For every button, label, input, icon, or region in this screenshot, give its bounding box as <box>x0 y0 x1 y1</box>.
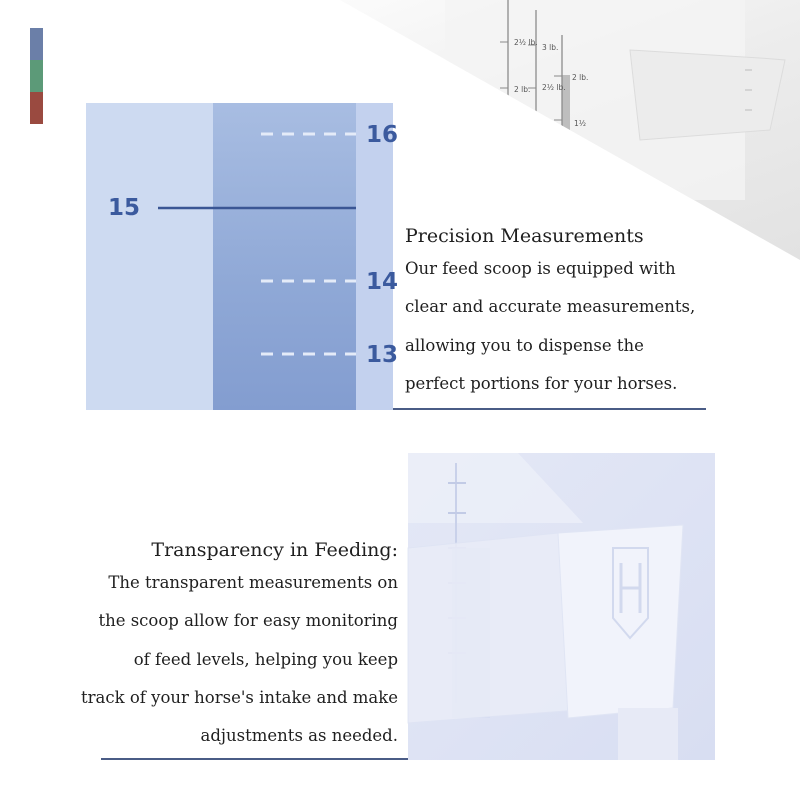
swatch-green <box>30 60 43 92</box>
section-body-line: clear and accurate measurements, <box>405 297 696 317</box>
measurement-scale <box>86 103 399 410</box>
scale-number: 16 <box>366 122 399 148</box>
scale-label: 1½ <box>574 119 587 128</box>
scale-label: 2½ lb. <box>514 38 538 47</box>
divider-line <box>393 408 706 410</box>
section-heading: Transparency in Feeding: <box>151 539 398 561</box>
section-heading: Precision Measurements <box>405 225 644 247</box>
scale-label: 2 lb. <box>514 85 531 94</box>
section-body-line: The transparent measurements on <box>108 573 398 592</box>
measurement-closeup-photo <box>86 103 399 410</box>
precision-section <box>405 222 705 403</box>
section-body-line: of feed levels, helping you keep <box>133 649 398 669</box>
transparent-scoop-photo <box>408 453 715 760</box>
scoop-scale-illustration <box>340 0 800 260</box>
divider-line <box>101 758 408 760</box>
scale-number: 15 <box>108 195 141 221</box>
swatch-blue <box>30 28 43 60</box>
section-body-line: adjustments as needed. <box>200 726 398 746</box>
section-body-line: track of your horse's intake and make <box>81 687 398 707</box>
section-body-line: Our feed scoop is equipped with <box>405 259 676 278</box>
scale-number: 13 <box>366 342 399 368</box>
scale-label: 2½ lb. <box>542 83 566 92</box>
scale-label: 3 lb. <box>542 43 559 52</box>
scale-number: 14 <box>366 269 399 295</box>
corner-scoop-photo <box>340 0 800 260</box>
scoop-illustration <box>408 453 715 760</box>
color-swatches <box>30 28 43 124</box>
section-body-line: the scoop allow for easy monitoring <box>98 611 398 631</box>
section-body-line: perfect portions for your horses. <box>405 373 678 393</box>
section-body-line: allowing you to dispense the <box>405 335 644 355</box>
swatch-red <box>30 92 43 124</box>
transparency-section <box>80 536 398 755</box>
scale-label: 2 lb. <box>572 73 589 82</box>
